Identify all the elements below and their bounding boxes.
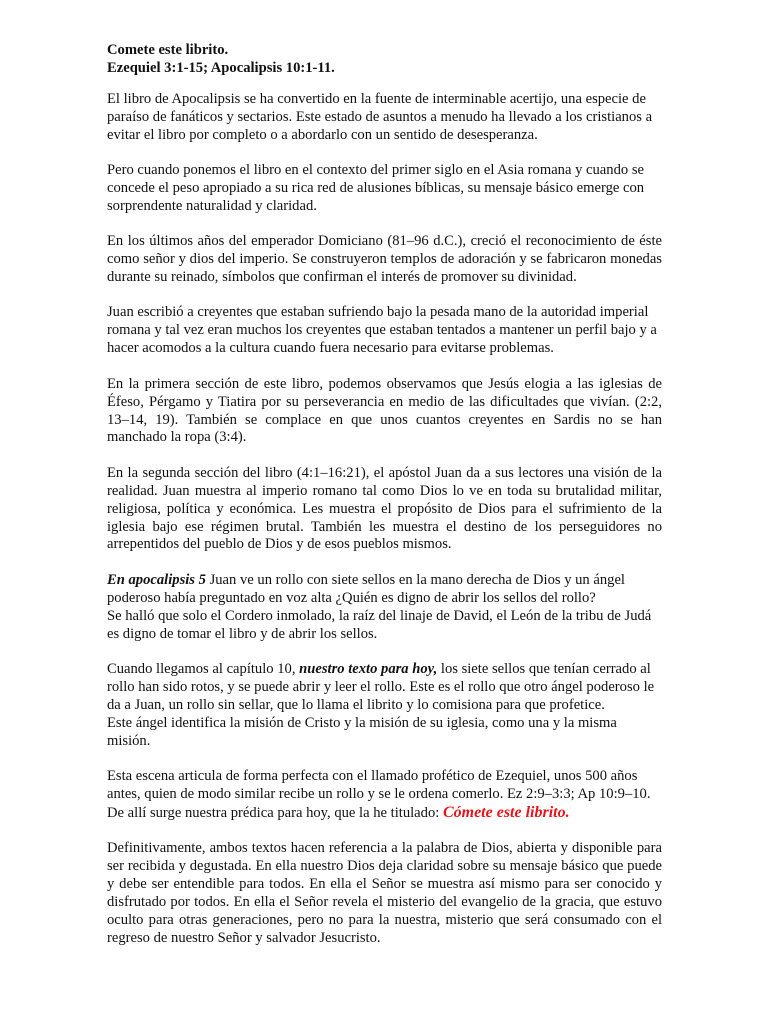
paragraph-10: Definitivamente, ambos textos hacen referencia a la palabra de Dios, abierta y disponible para ser recibida y degustada. En ella nuestro Dios deja claridad sobre su mensaje básico que puede y debe ser entendible para todos. En ella el Señor se muestra así mismo para ser conocido y disfrutado por todos. En ella el Señor revela el misterio del evangelio de la gracia, que estuvo oculto para otras generaciones, pero no para la nuestra, misterio que será consumado con el regreso de nuestro Señor y salvador Jesucristo. xyxy=(107,840,662,946)
paragraph-7 xyxy=(107,572,662,644)
paragraph-8 xyxy=(107,661,662,751)
paragraph-7-line2: Se halló que solo el Cordero inmolado, la raíz del linaje de David, el León de la tribu de Judá es digno de tomar el libro y de abrir los sellos. xyxy=(107,607,652,642)
paragraph-8-emphasis: nuestro texto para hoy, xyxy=(299,660,438,677)
paragraph-4: Juan escribió a creyentes que estaban sufriendo bajo la pesada mano de la autoridad imperial romana y tal vez eran muchos los creyentes que estaban tentados a mantener un perfil bajo y a hacer acomodos a la cultura cuando fuera necesario para evitarse problemas. xyxy=(107,304,657,357)
document-page xyxy=(107,42,662,965)
paragraph-8-before: Cuando llegamos al capítulo 10, xyxy=(107,660,300,677)
document-title: Comete este librito. xyxy=(107,42,229,58)
paragraph-8-line2: Este ángel identifica la misión de Cristo y la misión de su iglesia, como una y la misma misión. xyxy=(107,714,617,749)
scripture-reference: Ezequiel 3:1-15; Apocalipsis 10:1-11. xyxy=(107,59,335,76)
paragraph-6: En la segunda sección del libro (4:1–16:21), el apóstol Juan da a sus lectores una visión de la realidad. Juan muestra al imperio romano tal como Dios lo ve en toda su brutalidad militar, religiosa, política y económica. Les muestra el propósito de Dios para el sufrimiento de la iglesia bajo ese régimen brutal. También les muestra el destino de los perseguidores no arrepentidos del pueblo de Dios y de esos pueblos mismos. xyxy=(107,464,662,553)
paragraph-9 xyxy=(107,768,662,823)
document-header xyxy=(107,42,662,78)
paragraph-1: El libro de Apocalipsis se ha convertido en la fuente de interminable acertijo, una especie de paraíso de fanáticos y sectarios. Este estado de asuntos a menudo ha llevado a los cristianos a evitar el libro por completo o a abordarlo con un sentido de desesperanza. xyxy=(107,90,653,143)
paragraph-9-text: Esta escena articula de forma perfecta con el llamado profético de Ezequiel, unos 500 años antes, quien de modo similar recibe un rollo y se le ordena comerlo. Ez 2:9–3:3; Ap 10:9–10. De allí surge nuestra prédica para hoy, que la he titulado: xyxy=(107,768,651,821)
paragraph-5: En la primera sección de este libro, podemos observamos que Jesús elogia a las iglesias de Éfeso, Pérgamo y Tiatira por su perseverancia en medio de las dificultades que vivían. (2:2, 13–14, 19). También se complace en que unos cuantos creyentes en Sardis no se han manchado la ropa (3:4). xyxy=(107,375,662,446)
paragraph-7-line1: Juan ve un rollo con siete sellos en la mano derecha de Dios y un ángel poderoso había preguntado en voz alta ¿Quién es digno de abrir los sellos del rollo? xyxy=(107,571,625,606)
paragraph-2: Pero cuando ponemos el libro en el contexto del primer siglo en el Asia romana y cuando se concede el peso apropiado a su rica red de alusiones bíblicas, su mensaje básico emerge con sorprendente naturalidad y claridad. xyxy=(107,162,645,214)
paragraph-3: En los últimos años del emperador Domiciano (81–96 d.C.), creció el reconocimiento de éste como señor y dios del imperio. Se construyeron templos de adoración y se fabricaron monedas durante su reinado, símbolos que confirman el interés de promover su divinidad. xyxy=(107,233,662,286)
paragraph-7-lead: En apocalipsis 5 xyxy=(107,571,206,588)
sermon-title: Cómete este librito. xyxy=(442,803,570,821)
paragraph-8-after: los siete sellos que tenían cerrado al rollo han sido rotos, y se puede abrir y leer el rollo. Este es el rollo que otro ángel poderoso le da a Juan, un rollo sin sellar, que lo llama el librito y lo comisiona para que profetice. xyxy=(107,660,655,713)
